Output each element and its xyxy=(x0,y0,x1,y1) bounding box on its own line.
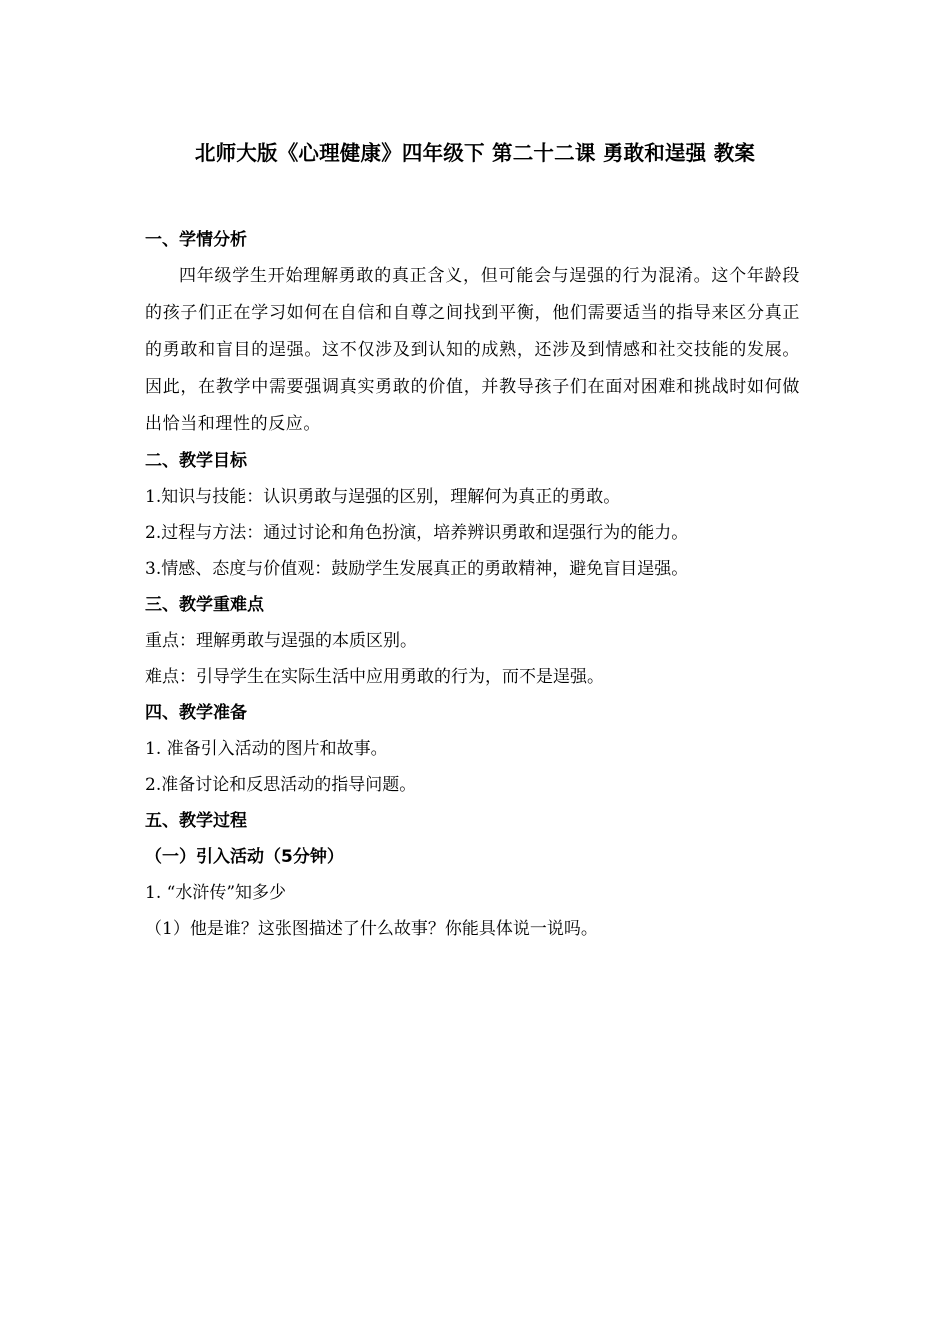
goal-item: 2.过程与方法：通过讨论和角色扮演，培养辨识勇敢和逞强行为的能力。 xyxy=(145,523,689,543)
process-subheading: （一）引入活动（5分钟） xyxy=(145,847,344,867)
difficulty-item: 难点：引导学生在实际生活中应用勇敢的行为，而不是逞强。 xyxy=(145,667,604,687)
section-heading-key-points: 三、教学重难点 xyxy=(145,595,264,615)
section-heading-process: 五、教学过程 xyxy=(145,811,247,831)
process-item: （1）他是谁？这张图描述了什么故事？你能具体说一说吗。 xyxy=(145,919,598,939)
section-heading-goals: 二、教学目标 xyxy=(145,451,247,471)
process-item: 1. “水浒传”知多少 xyxy=(145,883,287,903)
preparation-item: 2.准备讨论和反思活动的指导问题。 xyxy=(145,775,417,795)
analysis-paragraph: 四年级学生开始理解勇敢的真正含义，但可能会与逞强的行为混淆。这个年龄段的孩子们正在学习如何在自信和自尊之间找到平衡，他们需要适当的指导来区分真正的勇敢和盲目的逞强。这不仅涉及到认知的成熟，还涉及到情感和社交技能的发展。因此，在教学中需要强调真实勇敢的价值，并教导孩子们在面对困难和挑战时如何做出恰当和理性的反应。 xyxy=(145,266,800,434)
section-heading-analysis: 一、学情分析 xyxy=(145,230,247,250)
key-point-item: 重点：理解勇敢与逞强的本质区别。 xyxy=(145,631,417,651)
section-heading-preparation: 四、教学准备 xyxy=(145,703,247,723)
preparation-item: 1. 准备引入活动的图片和故事。 xyxy=(145,739,388,759)
document-title: 北师大版《心理健康》四年级下 第二十二课 勇敢和逞强 教案 xyxy=(194,141,756,165)
goal-item: 1.知识与技能：认识勇敢与逞强的区别，理解何为真正的勇敢。 xyxy=(145,487,621,507)
goal-item: 3.情感、态度与价值观：鼓励学生发展真正的勇敢精神，避免盲目逞强。 xyxy=(145,559,689,579)
document-body xyxy=(145,222,800,947)
